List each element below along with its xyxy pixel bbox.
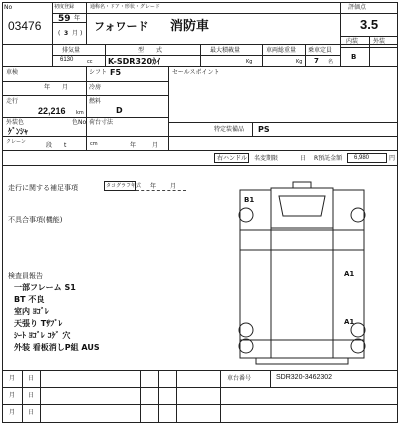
inspection-unit: 年 月 [44, 84, 69, 91]
mark-b1: B1 [244, 196, 255, 204]
gvw-label: 車両総重量 [266, 47, 297, 54]
selling-points-label: セールスポイント [172, 69, 220, 76]
reg-month-unit: 月 [72, 30, 79, 37]
max-load-label: 最大積載量 [210, 47, 241, 54]
equipment-value: PS [258, 125, 270, 134]
max-load-unit: Kg [246, 59, 253, 65]
inspector-line-5: ｼｰﾄ ﾖｺﾞﾚ ｺｹﾞ 穴 [14, 331, 71, 340]
lot-number: 03476 [8, 19, 42, 33]
shift-label: シフト [89, 69, 108, 76]
crane-year: 年 [130, 142, 137, 149]
reg-month-open: ( [58, 30, 61, 37]
inspector-line-3: 室内 ﾖｺﾞﾚ [14, 307, 49, 316]
capacity-label: 乗車定員 [308, 47, 333, 54]
model-code-label: 型 式 [138, 47, 163, 54]
mileage-value: 22,216 [38, 106, 66, 116]
deck-cm: cm [90, 141, 98, 147]
displacement-unit: cc [87, 59, 93, 65]
footer-day-1: 日 [28, 375, 35, 382]
mark-a1-upper: A1 [344, 270, 355, 278]
chassis-number: SDR320-3462302 [276, 374, 333, 381]
supplement-label: 走行に関する補足事項 [8, 184, 78, 192]
score-label: 評価点 [348, 4, 367, 11]
model-name-label: 通称名・ドア・形状・グレード [90, 4, 160, 10]
footer-month-3: 月 [9, 409, 16, 416]
crane-month: 月 [152, 142, 159, 149]
deck-label: 荷台寸法 [89, 119, 114, 126]
inspector-line-6: 外装 看板消しP組 AUS [14, 343, 100, 352]
inspector-line-1: 一部フレーム S1 [14, 283, 76, 292]
model-code-value: K-SDR320ｶｲ [108, 57, 161, 66]
recycle-label: R預託金額 [314, 155, 343, 162]
capacity-value: 7 [314, 57, 319, 65]
interior-grade: B [351, 53, 357, 61]
interior-label: 内装 [346, 38, 359, 45]
fuel-label: 燃料 [89, 98, 102, 105]
equipment-label: 特定装備品 [214, 126, 245, 133]
grade-name: 消防車 [170, 19, 210, 34]
recycle-unit: 円 [389, 155, 396, 162]
reg-year: 59 [58, 14, 71, 24]
color-code-label: 色No [72, 119, 87, 126]
crane-units: 段 t [46, 142, 67, 149]
shift-value: F5 [110, 68, 122, 77]
footer-day-3: 日 [28, 409, 35, 416]
title-change-label: 名変期限 [254, 155, 279, 162]
tachograph-month: 月 [170, 183, 177, 190]
inspection-label: 車検 [6, 69, 19, 76]
displacement-label: 排気量 [62, 47, 81, 54]
mileage-label: 走行 [6, 98, 19, 105]
color-value: ｹﾞﾝｼｬ [8, 127, 28, 136]
tachograph-year: 年 [150, 183, 157, 190]
tachograph-label: タコグラフ年式 [106, 183, 142, 189]
first-reg-label: 初度登録 [54, 4, 75, 10]
reg-month-close: ) [80, 30, 83, 37]
reg-year-unit: 年 [74, 15, 81, 22]
score-value: 3.5 [360, 17, 379, 32]
crane-label: クレーン [6, 139, 26, 145]
inspector-line-2: BT 不良 [14, 295, 45, 304]
defect-label: 不具合事項(機能) [8, 216, 63, 224]
footer-day-2: 日 [28, 392, 35, 399]
gvw-unit: Kg [296, 59, 303, 65]
ac-label: 冷房 [89, 84, 102, 91]
reg-month: 3 [64, 30, 69, 37]
title-change-unit: 日 [300, 155, 307, 162]
recycle-amount: 6,980 [354, 155, 370, 161]
handle-label: 右ハンドル [217, 155, 248, 162]
color-label: 外装色 [6, 119, 25, 126]
displacement-value: 6130 [60, 57, 74, 63]
mileage-unit: km [76, 110, 84, 116]
model-name: フォワード [94, 20, 149, 33]
inspector-line-4: 天張り Tｻﾌﾞﾚ [14, 319, 63, 328]
exterior-label: 外装 [373, 38, 386, 45]
capacity-unit: 名 [328, 59, 334, 65]
fuel-value: D [116, 106, 123, 115]
footer-month-2: 月 [9, 392, 16, 399]
no-label: No [4, 4, 13, 11]
chassis-label: 車台番号 [227, 375, 252, 382]
mark-a1-lower: A1 [344, 318, 355, 326]
inspector-label: 検査員報告 [8, 272, 43, 280]
footer-month-1: 月 [9, 375, 16, 382]
